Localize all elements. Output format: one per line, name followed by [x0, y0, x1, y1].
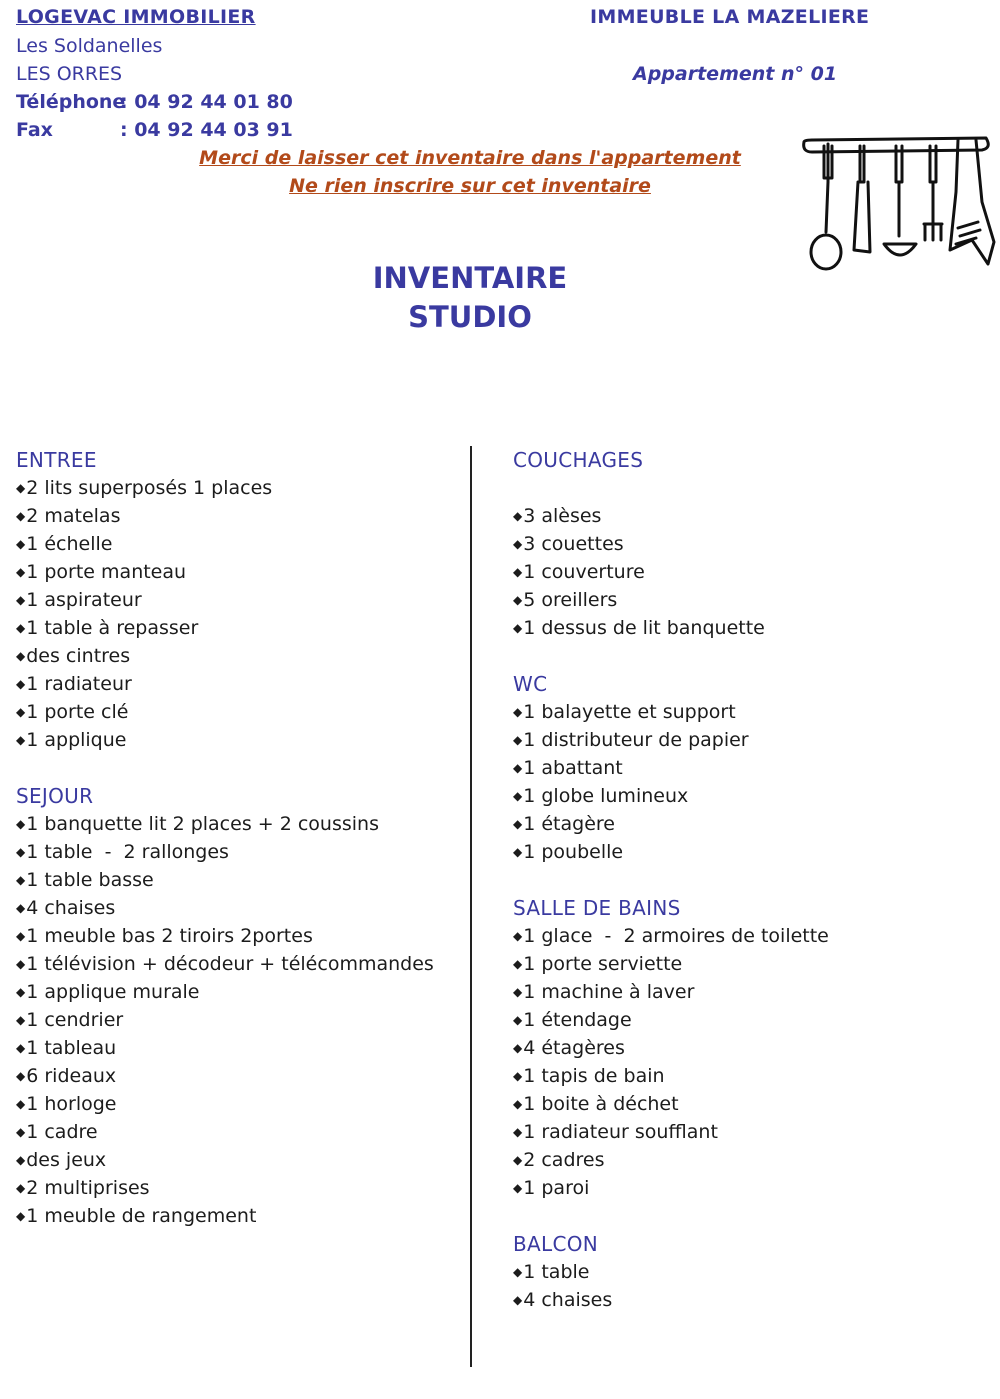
inventory-item: [513, 1174, 829, 1202]
diamond-bullet-icon: ◆: [513, 1041, 523, 1055]
inventory-item-text: des jeux: [26, 1149, 107, 1171]
diamond-bullet-icon: ◆: [513, 1013, 523, 1027]
diamond-bullet-icon: ◆: [16, 677, 26, 691]
inventory-item: [513, 810, 829, 838]
inventory-item: [16, 474, 434, 502]
inventory-item: [16, 950, 434, 978]
inventory-item-text: 1 porte clé: [26, 701, 129, 723]
inventory-item-text: 2 multiprises: [26, 1177, 150, 1199]
inventory-item: [16, 922, 434, 950]
inventory-item-text: 1 abattant: [523, 757, 623, 779]
inventory-item: [513, 1062, 829, 1090]
inventory-item-text: 5 oreillers: [523, 589, 618, 611]
couchages-list: [513, 502, 829, 642]
diamond-bullet-icon: ◆: [513, 1153, 523, 1167]
inventory-item-text: 2 cadres: [523, 1149, 605, 1171]
inventory-item: [16, 894, 434, 922]
inventory-item-text: 1 cendrier: [26, 1009, 124, 1031]
inventory-item: [16, 810, 434, 838]
diamond-bullet-icon: ◆: [16, 985, 26, 999]
diamond-bullet-icon: ◆: [513, 509, 523, 523]
inventory-item: [16, 1146, 434, 1174]
inventory-item: [513, 558, 829, 586]
diamond-bullet-icon: ◆: [16, 1181, 26, 1195]
notice-leave-inventory: Merci de laisser cet inventaire dans l'appartement: [199, 147, 741, 169]
inventory-title: INVENTAIRE: [372, 261, 568, 295]
diamond-bullet-icon: ◆: [16, 901, 26, 915]
diamond-bullet-icon: ◆: [16, 733, 26, 747]
inventory-item: [513, 1258, 829, 1286]
diamond-bullet-icon: ◆: [513, 761, 523, 775]
inventory-item-text: 1 applique murale: [26, 981, 200, 1003]
inventory-item-text: 1 étagère: [523, 813, 615, 835]
inventory-item-text: 3 alèses: [523, 505, 602, 527]
inventory-item: [16, 614, 434, 642]
diamond-bullet-icon: ◆: [16, 705, 26, 719]
diamond-bullet-icon: ◆: [513, 593, 523, 607]
inventory-item-text: 1 globe lumineux: [523, 785, 689, 807]
inventory-item: [513, 1286, 829, 1314]
diamond-bullet-icon: ◆: [16, 621, 26, 635]
diamond-bullet-icon: ◆: [16, 593, 26, 607]
inventory-item: [16, 1006, 434, 1034]
diamond-bullet-icon: ◆: [513, 621, 523, 635]
inventory-item-text: 1 couverture: [523, 561, 645, 583]
inventory-item-text: 1 paroi: [523, 1177, 590, 1199]
inventory-item-text: 1 meuble de rangement: [26, 1205, 257, 1227]
diamond-bullet-icon: ◆: [16, 1125, 26, 1139]
inventory-item-text: 1 distributeur de papier: [523, 729, 749, 751]
inventory-item-text: 4 chaises: [26, 897, 116, 919]
section-title-balcon: BALCON: [513, 1232, 599, 1256]
inventory-item: [513, 922, 829, 950]
fax-label: Fax: [16, 119, 53, 141]
diamond-bullet-icon: ◆: [16, 537, 26, 551]
apartment-number: Appartement n° 01: [633, 63, 838, 85]
section-title-entree: ENTREE: [16, 448, 97, 472]
inventory-item: [16, 866, 434, 894]
inventory-item: [16, 1034, 434, 1062]
inventory-item: [513, 838, 829, 866]
inventory-item: [513, 726, 829, 754]
inventory-item-text: 1 horloge: [26, 1093, 117, 1115]
inventory-item-text: 1 aspirateur: [26, 589, 142, 611]
inventory-item-text: 1 échelle: [26, 533, 113, 555]
inventory-item-text: 3 couettes: [523, 533, 624, 555]
inventory-item: [513, 950, 829, 978]
spacer: [513, 474, 829, 502]
diamond-bullet-icon: ◆: [16, 1209, 26, 1223]
inventory-item: [16, 670, 434, 698]
inventory-item: [16, 726, 434, 754]
inventory-item-text: 1 tableau: [26, 1037, 117, 1059]
building-name: IMMEUBLE LA MAZELIERE: [590, 6, 870, 28]
inventory-item: [513, 978, 829, 1006]
inventory-item: [16, 1062, 434, 1090]
inventory-item-text: 1 table basse: [26, 869, 154, 891]
sejour-list: [16, 810, 434, 1230]
inventory-item-text: 4 chaises: [523, 1289, 613, 1311]
inventory-item: [16, 1174, 434, 1202]
inventory-subtitle: STUDIO: [408, 300, 532, 334]
spacer: [513, 1202, 829, 1230]
inventory-item: [16, 502, 434, 530]
inventory-item: [513, 1118, 829, 1146]
left-column: [16, 446, 434, 1230]
inventory-item: [513, 1146, 829, 1174]
diamond-bullet-icon: ◆: [16, 957, 26, 971]
inventory-item-text: 1 meuble bas 2 tiroirs 2portes: [26, 925, 313, 947]
inventory-item-text: 1 applique: [26, 729, 127, 751]
diamond-bullet-icon: ◆: [16, 1153, 26, 1167]
fax-row: [16, 119, 293, 141]
section-title-salle-de-bains: SALLE DE BAINS: [513, 896, 681, 920]
inventory-item: [513, 1006, 829, 1034]
diamond-bullet-icon: ◆: [513, 537, 523, 551]
inventory-item-text: 1 machine à laver: [523, 981, 695, 1003]
diamond-bullet-icon: ◆: [16, 1069, 26, 1083]
diamond-bullet-icon: ◆: [513, 985, 523, 999]
inventory-item: [513, 698, 829, 726]
diamond-bullet-icon: ◆: [513, 1069, 523, 1083]
diamond-bullet-icon: ◆: [16, 1013, 26, 1027]
inventory-item: [16, 1202, 434, 1230]
inventory-item-text: 1 dessus de lit banquette: [523, 617, 765, 639]
diamond-bullet-icon: ◆: [513, 1097, 523, 1111]
inventory-item-text: 1 tapis de bain: [523, 1065, 665, 1087]
section-title-couchages: COUCHAGES: [513, 448, 644, 472]
diamond-bullet-icon: ◆: [16, 649, 26, 663]
diamond-bullet-icon: ◆: [16, 509, 26, 523]
entree-list: [16, 474, 434, 754]
agency-name: LOGEVAC IMMOBILIER: [16, 6, 256, 28]
inventory-item: [16, 698, 434, 726]
fax-number: : 04 92 44 03 91: [120, 119, 293, 141]
inventory-item-text: 1 banquette lit 2 places + 2 coussins: [26, 813, 379, 835]
inventory-item-text: 1 poubelle: [523, 841, 624, 863]
notice-do-not-write: Ne rien inscrire sur cet inventaire: [289, 175, 651, 197]
diamond-bullet-icon: ◆: [16, 817, 26, 831]
inventory-item: [513, 586, 829, 614]
inventory-item: [16, 530, 434, 558]
diamond-bullet-icon: ◆: [513, 1181, 523, 1195]
salle-de-bains-list: [513, 922, 829, 1202]
inventory-item: [16, 978, 434, 1006]
diamond-bullet-icon: ◆: [513, 957, 523, 971]
inventory-item-text: 1 glace - 2 armoires de toilette: [523, 925, 829, 947]
inventory-item: [16, 1090, 434, 1118]
balcon-list: [513, 1258, 829, 1314]
spacer: [16, 754, 434, 782]
column-divider: [470, 446, 472, 1367]
inventory-item: [513, 782, 829, 810]
inventory-item: [16, 642, 434, 670]
diamond-bullet-icon: ◆: [513, 817, 523, 831]
diamond-bullet-icon: ◆: [16, 845, 26, 859]
inventory-item: [16, 586, 434, 614]
inventory-item: [16, 558, 434, 586]
wc-list: [513, 698, 829, 866]
inventory-item: [16, 1118, 434, 1146]
spacer: [513, 642, 829, 670]
inventory-item-text: 1 balayette et support: [523, 701, 736, 723]
phone-row: [16, 91, 293, 113]
inventory-item-text: des cintres: [26, 645, 131, 667]
inventory-item: [513, 502, 829, 530]
diamond-bullet-icon: ◆: [16, 873, 26, 887]
diamond-bullet-icon: ◆: [16, 1041, 26, 1055]
inventory-item-text: 2 matelas: [26, 505, 121, 527]
inventory-item-text: 1 télévision + décodeur + télécommandes: [26, 953, 434, 975]
diamond-bullet-icon: ◆: [16, 565, 26, 579]
section-title-wc: WC: [513, 672, 548, 696]
inventory-item-text: 1 porte serviette: [523, 953, 683, 975]
inventory-item-text: 1 porte manteau: [26, 561, 187, 583]
diamond-bullet-icon: ◆: [513, 1125, 523, 1139]
diamond-bullet-icon: ◆: [513, 929, 523, 943]
inventory-item: [513, 1090, 829, 1118]
kitchen-utensils-icon: [800, 132, 996, 272]
diamond-bullet-icon: ◆: [513, 705, 523, 719]
inventory-item-text: 1 radiateur soufflant: [523, 1121, 718, 1143]
inventory-item-text: 1 table - 2 rallonges: [26, 841, 229, 863]
inventory-item: [16, 838, 434, 866]
right-column: [513, 446, 829, 1314]
spacer: [513, 866, 829, 894]
inventory-item-text: 1 table à repasser: [26, 617, 199, 639]
inventory-item-text: 4 étagères: [523, 1037, 625, 1059]
inventory-item-text: 1 cadre: [26, 1121, 98, 1143]
diamond-bullet-icon: ◆: [513, 789, 523, 803]
inventory-item-text: 1 étendage: [523, 1009, 632, 1031]
inventory-item-text: 6 rideaux: [26, 1065, 117, 1087]
inventory-item-text: 1 table: [523, 1261, 590, 1283]
inventory-item: [513, 530, 829, 558]
diamond-bullet-icon: ◆: [513, 845, 523, 859]
diamond-bullet-icon: ◆: [513, 565, 523, 579]
phone-number: : 04 92 44 01 80: [120, 91, 293, 113]
inventory-item: [513, 614, 829, 642]
phone-label: Téléphone: [16, 91, 126, 113]
inventory-item-text: 2 lits superposés 1 places: [26, 477, 273, 499]
inventory-item-text: 1 radiateur: [26, 673, 132, 695]
agency-address-line1: Les Soldanelles: [16, 35, 163, 57]
inventory-item: [513, 754, 829, 782]
agency-address-line2: LES ORRES: [16, 63, 123, 85]
diamond-bullet-icon: ◆: [513, 1293, 523, 1307]
inventory-item-text: 1 boite à déchet: [523, 1093, 679, 1115]
inventory-item: [513, 1034, 829, 1062]
diamond-bullet-icon: ◆: [16, 481, 26, 495]
diamond-bullet-icon: ◆: [513, 1265, 523, 1279]
diamond-bullet-icon: ◆: [16, 1097, 26, 1111]
diamond-bullet-icon: ◆: [16, 929, 26, 943]
section-title-sejour: SEJOUR: [16, 784, 94, 808]
diamond-bullet-icon: ◆: [513, 733, 523, 747]
